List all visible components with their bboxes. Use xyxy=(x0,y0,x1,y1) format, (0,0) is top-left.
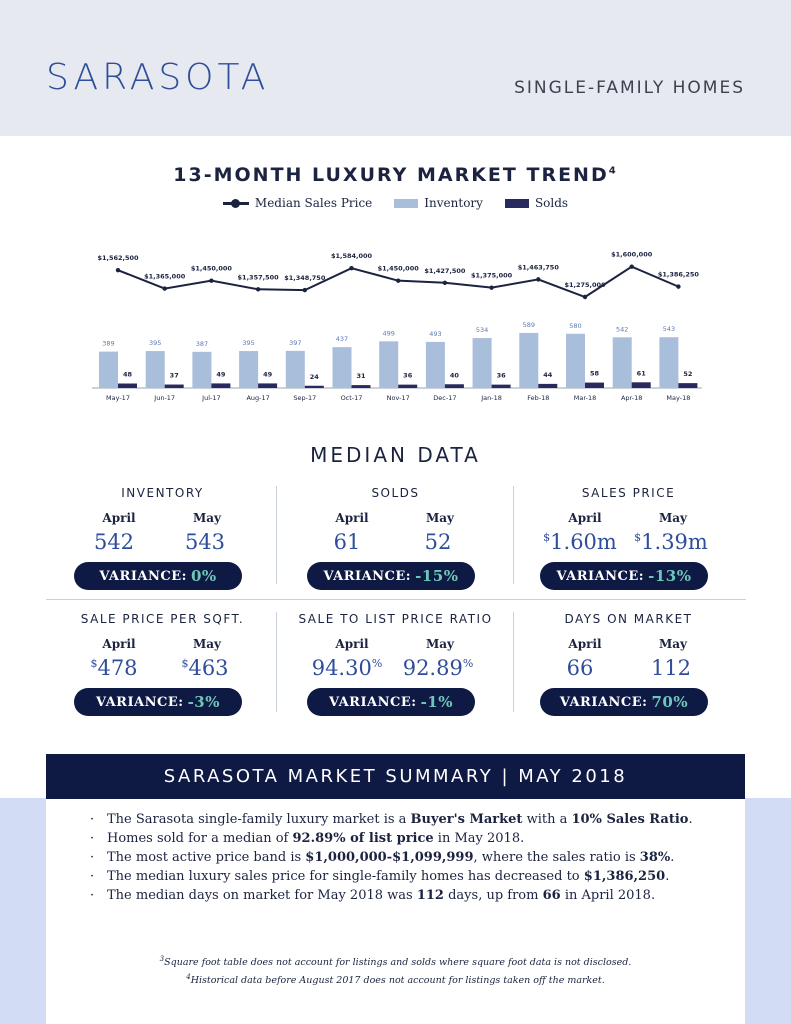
card-label: SALE TO LIST PRICE RATIO xyxy=(298,612,493,626)
median-price-point xyxy=(489,285,493,289)
solds-data-label: 36 xyxy=(403,371,413,380)
card-value-may xyxy=(621,530,721,554)
inventory-bar xyxy=(192,352,211,388)
median-card xyxy=(46,604,279,728)
solds-bar xyxy=(165,385,184,388)
card-label: SALE PRICE PER SQFT. xyxy=(80,612,245,626)
inventory-bar xyxy=(333,347,352,388)
inventory-bar xyxy=(566,334,585,388)
summary-bullet xyxy=(90,888,730,903)
variance-label: VARIANCE: xyxy=(96,694,184,710)
card-column-april: April xyxy=(568,511,602,525)
card-value-may xyxy=(155,530,255,554)
inventory-data-label: 395 xyxy=(242,339,255,348)
right-accent-band xyxy=(745,798,791,1024)
solds-bar xyxy=(585,383,604,388)
median-price-data-label: $1,450,000 xyxy=(377,264,419,273)
x-tick-label: Jan-18 xyxy=(481,394,502,402)
variance-label: VARIANCE: xyxy=(99,568,187,584)
variance-value: 70% xyxy=(651,693,689,711)
bullet-emphasis: Buyer's Market xyxy=(410,812,523,827)
solds-data-label: 48 xyxy=(122,370,133,379)
median-price-point xyxy=(676,284,680,288)
median-price-data-label: $1,463,750 xyxy=(517,263,559,272)
bullet-text: Homes sold for a median of 92.89% of list price in May 2018. xyxy=(107,831,525,846)
median-price-data-label: $1,584,000 xyxy=(330,252,373,261)
median-price-point xyxy=(209,278,213,282)
footnote-number: 3 xyxy=(159,955,165,963)
property-type-subtitle: SINGLE-FAMILY HOMES xyxy=(514,78,745,98)
solds-data-label: 37 xyxy=(169,371,179,380)
summary-title-bar: SARASOTA MARKET SUMMARY | MAY 2018 xyxy=(46,754,745,799)
inventory-data-label: 395 xyxy=(148,339,162,348)
bullet-dot: · xyxy=(90,812,95,827)
summary-bullet xyxy=(90,869,730,884)
value-suffix: % xyxy=(371,657,383,670)
inventory-data-label: 493 xyxy=(429,329,442,338)
value-prefix: $ xyxy=(90,657,98,670)
solds-data-label: 49 xyxy=(263,370,273,379)
solds-bar xyxy=(538,384,557,388)
median-card xyxy=(512,478,745,602)
solds-bar xyxy=(211,383,230,388)
solds-bar xyxy=(258,383,277,388)
median-price-point xyxy=(443,281,447,285)
inventory-bar xyxy=(613,337,632,388)
inventory-bar xyxy=(99,352,118,388)
x-tick-label: Oct-17 xyxy=(340,394,363,402)
legend-item-solds xyxy=(505,196,568,210)
header-band xyxy=(0,0,791,136)
bullet-emphasis: 92.89% of list price xyxy=(292,831,434,846)
solds-data-label: 40 xyxy=(449,371,459,380)
x-tick-label: Jul-17 xyxy=(202,394,221,402)
median-card xyxy=(512,604,745,728)
variance-label: VARIANCE: xyxy=(329,694,417,710)
median-price-point xyxy=(536,277,540,281)
summary-bullet xyxy=(90,831,730,846)
card-column-may: May xyxy=(658,511,688,525)
variance-badge xyxy=(540,688,708,716)
bullet-emphasis: 10% Sales Ratio xyxy=(571,812,689,827)
inventory-data-label: 397 xyxy=(289,338,302,347)
median-card xyxy=(279,478,512,602)
card-label: INVENTORY xyxy=(121,486,204,500)
bullet-emphasis: 112 xyxy=(416,888,444,903)
footnotes xyxy=(46,952,745,988)
solds-data-label: 61 xyxy=(636,369,646,378)
variance-value: 0% xyxy=(190,567,217,585)
inventory-bar xyxy=(286,351,305,388)
value-number: 52 xyxy=(424,530,452,554)
card-value-may xyxy=(388,656,488,680)
card-label: DAYS ON MARKET xyxy=(564,612,693,626)
value-number: 542 xyxy=(93,530,135,554)
inventory-data-label: 589 xyxy=(522,320,536,329)
chart-title xyxy=(0,164,791,186)
inventory-bar xyxy=(379,341,398,388)
variance-value: -3% xyxy=(187,693,220,711)
solds-bar xyxy=(678,383,697,388)
card-column-may: May xyxy=(192,511,222,525)
bullet-emphasis: $1,000,000-$1,099,999 xyxy=(305,850,474,865)
median-price-point xyxy=(256,287,260,291)
median-card xyxy=(279,604,512,728)
inventory-data-label: 437 xyxy=(335,335,349,344)
solds-bar xyxy=(352,385,371,388)
left-accent-band xyxy=(0,798,46,1024)
legend-label: Median Sales Price xyxy=(254,196,373,210)
legend-item-inventory xyxy=(394,196,483,210)
x-tick-label: Apr-18 xyxy=(620,394,643,402)
median-price-data-label: $1,450,000 xyxy=(190,264,232,273)
inventory-data-label: 543 xyxy=(662,325,676,334)
footnote xyxy=(46,952,745,970)
card-divider-vertical xyxy=(513,612,514,712)
bullet-text: The median days on market for May 2018 was 112 days, up from 66 in April 2018. xyxy=(107,888,656,903)
legend-swatch xyxy=(505,199,529,208)
card-value-april xyxy=(297,530,397,554)
median-price-data-label: $1,275,000 xyxy=(564,281,606,289)
solds-bar xyxy=(398,385,417,388)
chart-title-footnote: 4 xyxy=(608,165,618,177)
inventory-bar xyxy=(659,337,678,388)
card-divider-vertical xyxy=(276,486,277,584)
bullet-text: The median luxury sales price for single-family homes has decreased to $1,386,250. xyxy=(107,869,670,884)
median-price-point xyxy=(349,266,353,270)
bullet-dot: · xyxy=(90,869,95,884)
bullet-emphasis: 38% xyxy=(639,850,671,865)
solds-data-label: 24 xyxy=(309,372,319,381)
value-number: 543 xyxy=(184,530,226,554)
card-divider-vertical xyxy=(513,486,514,584)
solds-bar xyxy=(632,382,651,388)
chart-title-text: 13-MONTH LUXURY MARKET TREND xyxy=(173,164,609,186)
inventory-bar xyxy=(473,338,492,388)
card-value-may xyxy=(155,656,255,680)
median-price-point xyxy=(163,286,167,290)
summary-bullet xyxy=(90,812,730,827)
median-price-data-label: $1,600,000 xyxy=(611,250,653,259)
variance-value: -15% xyxy=(415,567,459,585)
card-column-may: May xyxy=(425,637,455,651)
bullet-text: The Sarasota single-family luxury market is a Buyer's Market with a 10% Sales Ratio. xyxy=(107,812,693,827)
x-tick-label: Nov-17 xyxy=(386,394,410,402)
card-value-april xyxy=(64,530,164,554)
solds-data-label: 49 xyxy=(216,370,226,379)
median-price-data-label: $1,562,500 xyxy=(97,254,139,263)
x-tick-label: Sep-17 xyxy=(293,394,317,402)
summary-bullet xyxy=(90,850,730,865)
card-value-may xyxy=(621,656,721,680)
median-card xyxy=(46,478,279,602)
solds-data-label: 52 xyxy=(683,370,693,379)
variance-label: VARIANCE: xyxy=(556,568,645,584)
inventory-data-label: 534 xyxy=(475,326,489,335)
market-trend-chart xyxy=(0,220,791,410)
variance-badge xyxy=(307,688,475,716)
value-number: 66 xyxy=(566,656,594,680)
legend-swatch xyxy=(394,199,418,208)
x-tick-label: Aug-17 xyxy=(246,394,270,402)
variance-value: -13% xyxy=(648,567,692,585)
card-value-april xyxy=(530,530,630,554)
solds-data-label: 58 xyxy=(589,369,600,378)
value-prefix: $ xyxy=(543,531,551,544)
solds-bar xyxy=(118,384,137,388)
value-number: 61 xyxy=(333,530,361,554)
bullet-dot: · xyxy=(90,888,95,903)
card-column-april: April xyxy=(335,637,369,651)
card-column-may: May xyxy=(425,511,455,525)
footnote-number: 4 xyxy=(186,973,191,982)
variance-badge xyxy=(74,562,242,590)
card-column-may: May xyxy=(192,637,222,651)
variance-label: VARIANCE: xyxy=(323,568,412,584)
value-number: 478 xyxy=(97,656,138,680)
chart-legend xyxy=(0,196,791,210)
inventory-data-label: 387 xyxy=(195,339,209,348)
solds-data-label: 31 xyxy=(356,372,366,381)
variance-label: VARIANCE: xyxy=(559,694,648,710)
card-label: SALES PRICE xyxy=(581,486,676,500)
card-value-april xyxy=(530,656,630,680)
variance-badge xyxy=(74,688,242,716)
median-price-data-label: $1,348,750 xyxy=(284,274,326,283)
summary-bullets xyxy=(90,812,730,907)
inventory-data-label: 389 xyxy=(102,339,115,348)
value-suffix: % xyxy=(462,657,474,670)
median-price-data-label: $1,427,500 xyxy=(424,266,466,275)
city-title: SARASOTA xyxy=(46,57,270,98)
median-price-point xyxy=(396,278,400,282)
value-number: 92.89 xyxy=(402,656,463,680)
x-tick-label: May-18 xyxy=(666,394,691,402)
median-price-point xyxy=(116,268,120,272)
x-tick-label: Feb-18 xyxy=(527,394,550,402)
card-value-april xyxy=(64,656,164,680)
variance-value: -1% xyxy=(420,693,453,711)
median-price-data-label: $1,357,500 xyxy=(237,273,279,282)
legend-label: Solds xyxy=(534,196,569,210)
value-number: 1.39m xyxy=(641,530,708,554)
solds-data-label: 36 xyxy=(496,371,506,380)
card-value-april xyxy=(297,656,397,680)
inventory-bar xyxy=(426,342,445,388)
median-price-point xyxy=(630,264,634,268)
bullet-dot: · xyxy=(90,850,95,865)
value-number: 112 xyxy=(650,656,692,680)
legend-line-swatch xyxy=(223,202,249,205)
x-tick-label: May-17 xyxy=(106,394,130,402)
solds-bar xyxy=(492,385,511,388)
inventory-bar xyxy=(239,351,258,388)
card-value-may xyxy=(388,530,488,554)
card-column-april: April xyxy=(102,637,136,651)
inventory-data-label: 580 xyxy=(569,321,582,330)
inventory-bar xyxy=(146,351,165,388)
bullet-dot: · xyxy=(90,831,95,846)
legend-item-median-price xyxy=(223,196,372,210)
solds-data-label: 44 xyxy=(543,370,553,379)
median-price-data-label: $1,365,000 xyxy=(144,272,186,281)
inventory-bar xyxy=(519,333,538,388)
value-number: 463 xyxy=(188,656,229,680)
card-column-april: April xyxy=(335,511,369,525)
x-tick-label: Mar-18 xyxy=(573,394,597,402)
footnote-text: Square foot table does not account for listings and solds where square foot data is not disclosed. xyxy=(164,957,632,969)
card-column-may: May xyxy=(658,637,688,651)
card-label: SOLDS xyxy=(371,486,420,500)
value-number: 1.60m xyxy=(550,530,617,554)
solds-bar xyxy=(445,384,464,388)
x-tick-label: Dec-17 xyxy=(433,394,457,402)
median-data-title: MEDIAN DATA xyxy=(310,443,481,467)
value-prefix: $ xyxy=(634,531,642,544)
card-column-april: April xyxy=(102,511,136,525)
card-divider-horizontal xyxy=(46,599,746,600)
card-divider-vertical xyxy=(276,612,277,712)
solds-bar xyxy=(305,386,324,388)
footnote-text: Historical data before August 2017 does not account for listings taken off the market. xyxy=(190,975,605,987)
variance-badge xyxy=(307,562,475,590)
median-price-data-label: $1,375,000 xyxy=(471,271,513,280)
inventory-data-label: 499 xyxy=(382,329,395,338)
value-number: 94.30 xyxy=(311,656,372,680)
inventory-data-label: 542 xyxy=(615,325,629,334)
card-column-april: April xyxy=(568,637,602,651)
median-price-point xyxy=(583,295,587,299)
variance-badge xyxy=(540,562,708,590)
bullet-text: The most active price band is $1,000,000-$1,099,999, where the sales ratio is 38%. xyxy=(107,850,675,865)
bullet-emphasis: 66 xyxy=(542,888,561,903)
legend-label: Inventory xyxy=(424,196,483,210)
value-prefix: $ xyxy=(181,657,189,670)
x-tick-label: Jun-17 xyxy=(154,394,176,402)
footnote xyxy=(46,970,745,988)
median-price-data-label: $1,386,250 xyxy=(657,270,699,279)
median-price-point xyxy=(303,288,307,292)
bullet-emphasis: $1,386,250 xyxy=(583,869,666,884)
